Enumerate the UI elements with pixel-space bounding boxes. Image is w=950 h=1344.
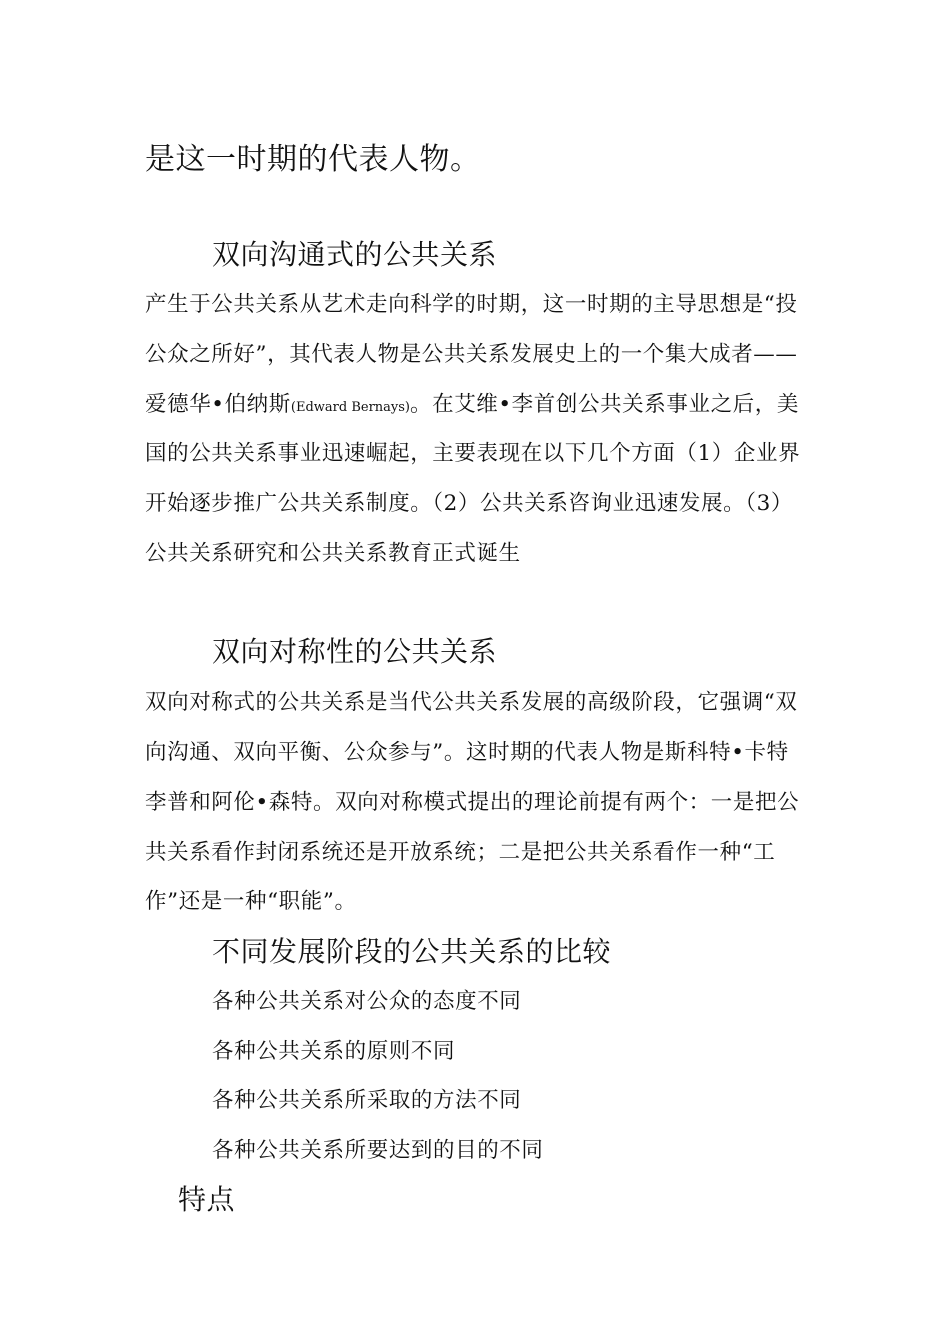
paragraph-line: 产生于公共关系从艺术走向科学的时期，这一时期的主导思想是“投 — [145, 292, 798, 317]
paragraph-line: 双向对称式的公共关系是当代公共关系发展的高级阶段，它强调“双 — [145, 690, 798, 715]
intro-line: 是这一时期的代表人物。 — [145, 142, 481, 177]
list-item: 各种公共关系对公众的态度不同 — [212, 989, 522, 1014]
paragraph-line: 李普和阿伦•森特。双向对称模式提出的理论前提有两个：一是把公 — [145, 790, 800, 815]
paragraph-line: 公共关系研究和公共关系教育正式诞生 — [145, 541, 521, 566]
paragraph-line: 开始逐步推广公共关系制度。（2）公共关系咨询业迅速发展。（3） — [145, 491, 793, 516]
paragraph-line: 共关系看作封闭系统还是开放系统；二是把公共关系看作一种“工 — [145, 840, 776, 865]
paragraph-line — [145, 387, 799, 418]
list-item: 各种公共关系所采取的方法不同 — [212, 1088, 522, 1113]
list-item: 各种公共关系的原则不同 — [212, 1039, 456, 1064]
paragraph-line: 公众之所好”，其代表人物是公共关系发展史上的一个集大成者—— — [145, 342, 798, 367]
name-text: 爱德华•伯纳斯 — [145, 392, 291, 417]
paragraph-line: 国的公共关系事业迅速崛起，主要表现在以下几个方面（1）企业界 — [145, 441, 801, 466]
english-name-text: (Edward Bernays) — [290, 400, 410, 415]
paragraph-line: 向沟通、双向平衡、公众参与”。这时期的代表人物是斯科特•卡特 — [145, 740, 789, 765]
section-heading-two-way-communication: 双向沟通式的公共关系 — [212, 238, 498, 271]
paragraph-line: 作”还是一种“职能”。 — [145, 889, 357, 914]
section-heading-two-way-symmetric: 双向对称性的公共关系 — [212, 635, 498, 668]
paragraph-text: 。在艾维•李首创公共关系事业之后，美 — [410, 392, 799, 417]
section-heading-features: 特点 — [178, 1183, 236, 1216]
list-item: 各种公共关系所要达到的目的不同 — [212, 1138, 544, 1163]
section-heading-comparison: 不同发展阶段的公共关系的比较 — [212, 935, 612, 968]
